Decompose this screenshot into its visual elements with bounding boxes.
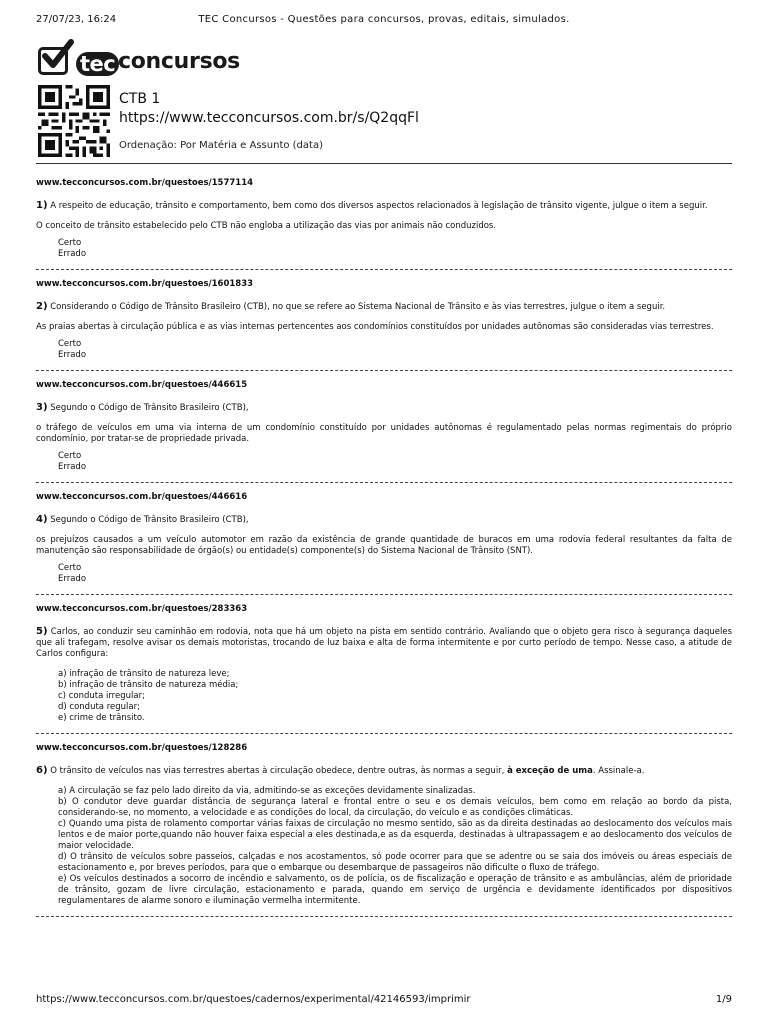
- question-stem: [36, 402, 732, 414]
- logo-tec: tec: [76, 52, 119, 76]
- question-number: 5): [36, 626, 48, 637]
- question-link[interactable]: www.tecconcursos.com.br/questoes/283363: [36, 604, 248, 614]
- answer-options: [58, 563, 732, 585]
- question-stem-text: A respeito de educação, trânsito e comportamento, bem como dos diversos aspectos relacionados à legislação de trânsito vigente, julgue o item a seguir.: [47, 201, 708, 211]
- question-stem: [36, 626, 732, 660]
- alternative-c[interactable]: c) Quando uma pista de rolamento comportar várias faixas de circulação no mesmo sentido, são as da direita destinadas ao deslocamento dos veículos mais lentos e de maior porte,quando não houver faixa especial a eles destinada,e as da esquerda, destinadas à ultrapassagem e ao deslocamento dos veículos de maior velocidade.: [58, 819, 732, 851]
- question-separator: [36, 733, 732, 734]
- question-statement: As praias abertas à circulação pública e as vias internas pertencentes aos condomínios constituídos por unidades autônomas são consideradas vias terrestres.: [36, 322, 714, 332]
- answer-options: [58, 339, 732, 361]
- question-link[interactable]: www.tecconcursos.com.br/questoes/1577114: [36, 178, 254, 188]
- book-url[interactable]: https://www.tecconcursos.com.br/s/Q2qqFl: [119, 110, 419, 126]
- question-statement: os prejuízos causados a um veículo automotor em razão da existência de grande quantidade de buracos em uma rodovia federal resultantes da falta de manutenção são responsabilidade de órgão(s) ou entidade(s) componente(s) do Sistema Nacional de Trânsito (SNT).: [36, 535, 732, 556]
- question-stem-text-end: . Assinale-a.: [592, 766, 645, 776]
- print-page-title: TEC Concursos - Questões para concursos, provas, editais, simulados.: [198, 14, 570, 25]
- question-3: [36, 380, 732, 473]
- question-statement: O conceito de trânsito estabelecido pelo CTB não engloba a utilização das vias por animais não conduzidos.: [36, 221, 497, 231]
- question-link[interactable]: www.tecconcursos.com.br/questoes/446616: [36, 492, 248, 502]
- question-stem-text: O trânsito de veículos nas vias terrestres abertas à circulação obedece, dentre outras, às normas a seguir,: [47, 766, 508, 776]
- question-5: [36, 604, 732, 724]
- option-certo[interactable]: Certo: [58, 563, 82, 573]
- question-number: 4): [36, 514, 48, 525]
- option-errado[interactable]: Errado: [58, 574, 87, 584]
- alternative-b[interactable]: b) infração de trânsito de natureza média;: [58, 680, 239, 690]
- question-1: [36, 178, 732, 260]
- question-stem: [36, 765, 732, 777]
- question-list: [36, 178, 732, 926]
- alternative-a[interactable]: a) infração de trânsito de natureza leve;: [58, 669, 230, 679]
- question-link[interactable]: www.tecconcursos.com.br/questoes/446615: [36, 380, 248, 390]
- question-number: 2): [36, 301, 48, 312]
- answer-options: [58, 238, 732, 260]
- option-errado[interactable]: Errado: [58, 462, 87, 472]
- alternative-d[interactable]: d) O trânsito de veículos sobre passeios, calçadas e nos acostamentos, só pode ocorrer para que se adentre ou se saia dos imóveis ou áreas especiais de estacionamento e, por breves períodos, para que o embarque ou desembarque de passageiros não dificulte o fluxo de tráfego.: [58, 852, 732, 873]
- alternative-e[interactable]: e) Os veículos destinados a socorro de incêndio e salvamento, os de polícia, os de fiscalização e operação de trânsito e as ambulâncias, além de prioridade de trânsito, gozam de livre circulação, estacionamento e parada, quando em serviço de urgência e devidamente identificados por dispositivos regulamentares de alarme sonoro e iluminação vermelha intermitente.: [58, 874, 732, 906]
- question-stem: [36, 514, 732, 526]
- question-number: 6): [36, 765, 48, 776]
- option-errado[interactable]: Errado: [58, 350, 87, 360]
- alternative-a[interactable]: a) A circulação se faz pelo lado direito da via, admitindo-se as exceções devidamente sinalizadas.: [58, 786, 476, 796]
- question-stem-text: Considerando o Código de Trânsito Brasileiro (CTB), no que se refere ao Sistema Nacional de Trânsito e às vias terrestres, julgue o item a seguir.: [47, 302, 666, 312]
- option-errado[interactable]: Errado: [58, 249, 87, 259]
- print-header: [36, 14, 732, 30]
- qr-code: [38, 85, 110, 157]
- option-certo[interactable]: Certo: [58, 238, 82, 248]
- print-footer: [36, 994, 732, 1008]
- book-ordering: Ordenação: Por Matéria e Assunto (data): [119, 140, 323, 151]
- question-stem-text: Carlos, ao conduzir seu caminhão em rodovia, nota que há um objeto na pista em sentido contrário. Avaliando que o objeto gera risco à segurança daqueles que ali trafegam, resolve avisar os demais motoristas, trocando de luz baixa e alta de forma intermitente e por curto período de tempo. Nesse caso, a atitude de Carlos configura:: [36, 627, 732, 659]
- question-stem: [36, 200, 732, 212]
- question-separator: [36, 916, 732, 917]
- header-divider: [36, 163, 732, 164]
- question-stem-text: Segundo o Código de Trânsito Brasileiro (CTB),: [47, 515, 249, 525]
- question-separator: [36, 269, 732, 270]
- question-link[interactable]: www.tecconcursos.com.br/questoes/1601833: [36, 279, 254, 289]
- option-certo[interactable]: Certo: [58, 339, 82, 349]
- question-stem: [36, 301, 732, 313]
- question-number: 3): [36, 402, 48, 413]
- question-number: 1): [36, 200, 48, 211]
- alternative-e[interactable]: e) crime de trânsito.: [58, 713, 145, 723]
- alternative-b[interactable]: b) O condutor deve guardar distância de segurança lateral e frontal entre o seu e os demais veículos, bem como em relação ao bordo da pista, considerando-se, no momento, a velocidade e as condições do local, da circulação, do veículo e as condições climáticas.: [58, 797, 732, 818]
- question-stem-text: Segundo o Código de Trânsito Brasileiro (CTB),: [47, 403, 249, 413]
- print-url: https://www.tecconcursos.com.br/questoes/cadernos/experimental/42146593/imprimir: [36, 994, 471, 1005]
- print-datetime: 27/07/23, 16:24: [36, 14, 117, 25]
- answer-alternatives: [58, 669, 732, 724]
- question-2: [36, 279, 732, 361]
- question-4: [36, 492, 732, 585]
- option-certo[interactable]: Certo: [58, 451, 82, 461]
- alternative-d[interactable]: d) conduta regular;: [58, 702, 140, 712]
- logo-concursos: concursos: [118, 49, 240, 74]
- question-stem-emphasis: à exceção de uma: [507, 766, 593, 776]
- question-separator: [36, 594, 732, 595]
- question-6: [36, 743, 732, 907]
- answer-alternatives: [58, 786, 732, 907]
- question-separator: [36, 482, 732, 483]
- logo-check-icon: [41, 38, 75, 72]
- book-title: CTB 1: [119, 91, 161, 107]
- question-link[interactable]: www.tecconcursos.com.br/questoes/128286: [36, 743, 248, 753]
- answer-options: [58, 451, 732, 473]
- question-statement: o tráfego de veículos em uma via interna de um condomínio constituído por unidades autônomas é regulamentado pelas normas regimentais do próprio condomínio, por tratar-se de propriedade privada.: [36, 423, 732, 444]
- question-separator: [36, 370, 732, 371]
- page-number: 1/9: [715, 994, 732, 1005]
- alternative-c[interactable]: c) conduta irregular;: [58, 691, 145, 701]
